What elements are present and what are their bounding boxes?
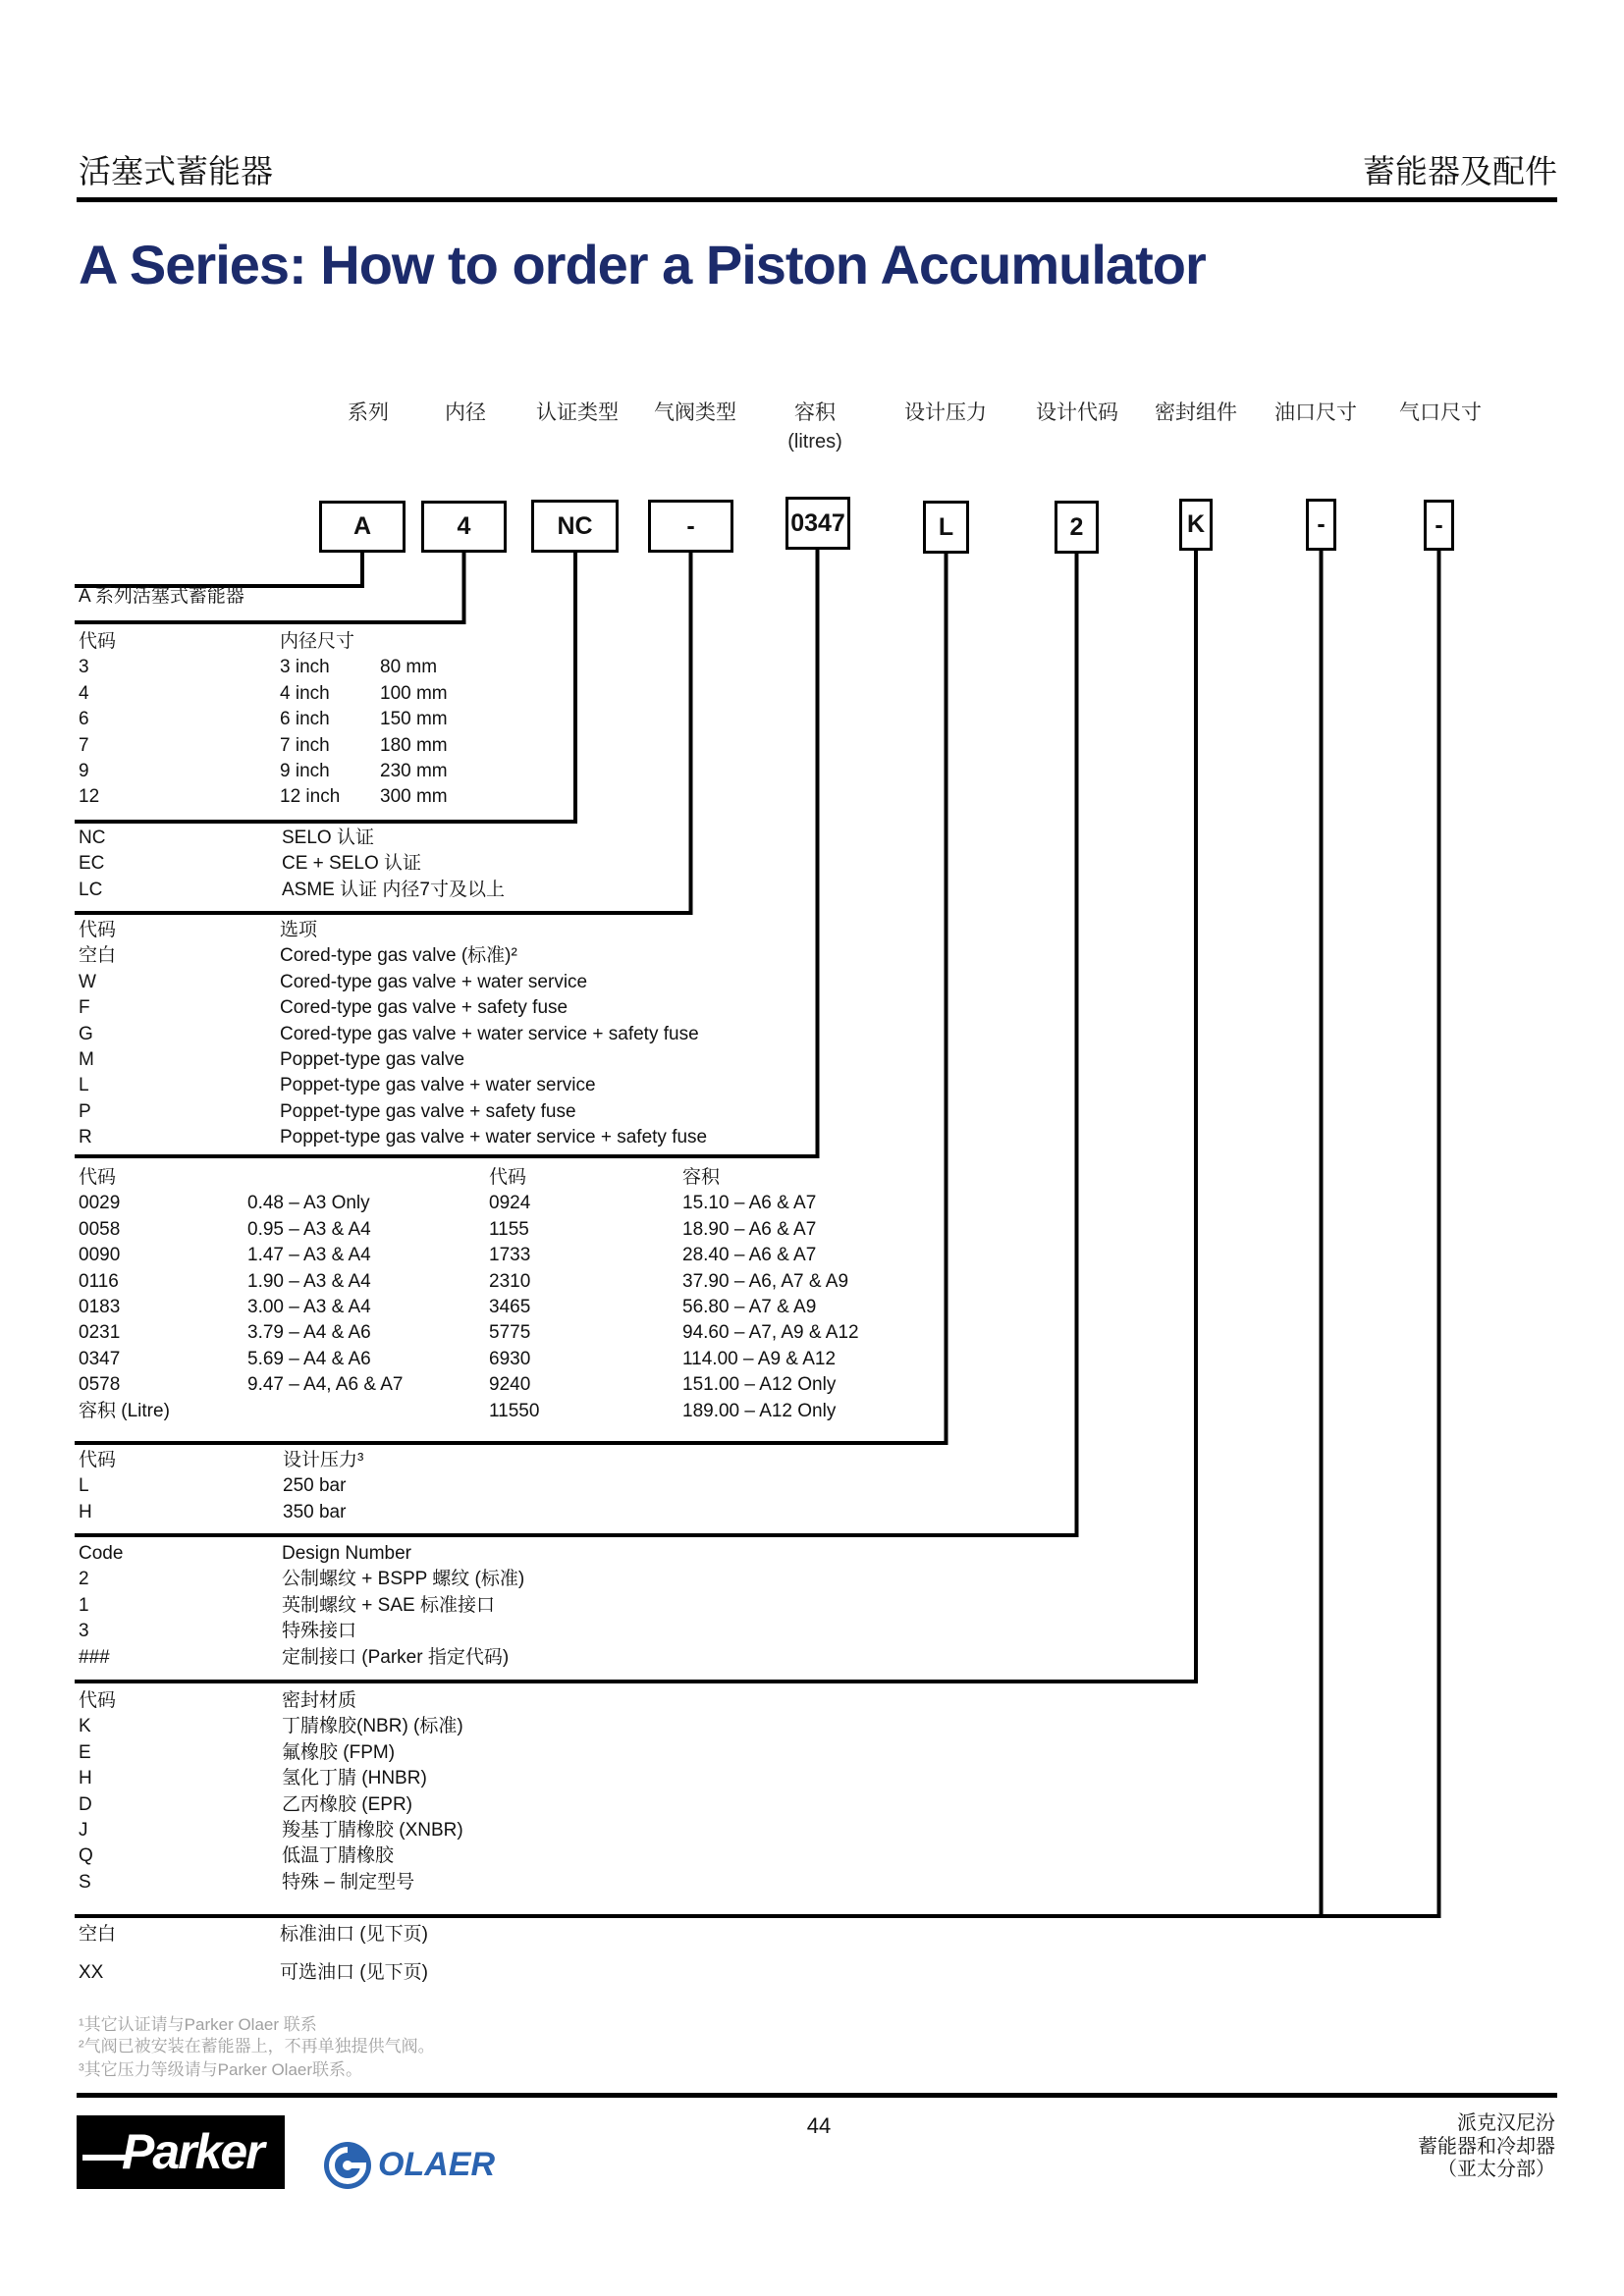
seal-code: J	[79, 1820, 88, 1841]
bore-size-mm: 300 mm	[380, 786, 448, 808]
gas-valve-option: Cored-type gas valve + water service + safety fuse	[280, 1023, 699, 1044]
volume-row	[0, 1295, 1624, 1320]
design-row	[0, 1619, 1624, 1644]
bore-code: 4	[79, 682, 89, 704]
page-title: A Series: How to order a Piston Accumulator	[79, 234, 1206, 295]
volume-value: 5.69 – A4 & A6	[247, 1348, 371, 1369]
gas-valve-option: Cored-type gas valve (标准)²	[280, 945, 517, 967]
design-row	[0, 1567, 1624, 1592]
gas-valve-code: G	[79, 1023, 93, 1044]
gas-valve-option: Cored-type gas valve + water service	[280, 971, 588, 992]
design-code: 3	[79, 1621, 89, 1642]
volume-row	[0, 1347, 1624, 1372]
volume-header-row	[0, 1165, 1624, 1191]
seal-row	[0, 1740, 1624, 1766]
bore-code: 9	[79, 761, 89, 781]
gas-valve-row	[0, 1125, 1624, 1150]
parker-logo	[77, 2115, 285, 2189]
design-row	[0, 1645, 1624, 1671]
pressure-value: 350 bar	[283, 1501, 347, 1522]
bore-size-inch: 12 inch	[280, 786, 341, 808]
column-heading-bore: 内径	[445, 401, 486, 424]
seal-row	[0, 1766, 1624, 1791]
gas-valve-row	[0, 943, 1624, 969]
volume-code: 5775	[489, 1322, 531, 1344]
seal-material: 氟橡胶 (FPM)	[282, 1741, 396, 1763]
code-box-seal: K	[1179, 499, 1213, 551]
volume-code: 1733	[489, 1245, 531, 1266]
gas-valve-option: Poppet-type gas valve	[280, 1049, 465, 1070]
gas-valve-code: W	[79, 971, 96, 992]
bore-size-inch: 7 inch	[280, 734, 330, 756]
port-description: 标准油口 (见下页)	[280, 1924, 428, 1945]
design-code: 1	[79, 1594, 89, 1616]
bore-code: 7	[79, 734, 89, 756]
pressure-code-heading: 代码	[79, 1450, 117, 1470]
volume-value: 0.95 – A3 & A4	[247, 1218, 371, 1240]
footnote-1: ¹其它认证请与Parker Olaer 联系	[79, 2015, 317, 2034]
volume-row	[0, 1243, 1624, 1268]
volume-code-heading: 代码	[79, 1167, 117, 1188]
volume-value: 0.48 – A3 Only	[247, 1193, 370, 1214]
gas-valve-row	[0, 970, 1624, 995]
bore-size-mm: 150 mm	[380, 709, 448, 730]
code-box-gas-valve: -	[648, 500, 733, 553]
column-heading-certification: 认证类型	[536, 401, 619, 424]
seal-material-heading: 密封材质	[282, 1690, 357, 1711]
bore-size-inch: 3 inch	[280, 657, 330, 678]
volume-row	[0, 1269, 1624, 1295]
volume-code: 9240	[489, 1374, 531, 1396]
gas-valve-row	[0, 1099, 1624, 1125]
gas-valve-code: P	[79, 1100, 91, 1122]
design-description-heading: Design Number	[282, 1543, 411, 1564]
bore-row	[0, 681, 1624, 707]
code-box-series: A	[319, 501, 406, 553]
pressure-value-heading: 设计压力³	[283, 1450, 364, 1470]
code-box-bore: 4	[421, 501, 507, 553]
certification-row	[0, 826, 1624, 851]
olaer-logo-text: OLAER	[378, 2146, 495, 2183]
gas-valve-row	[0, 995, 1624, 1021]
port-row	[0, 1922, 1624, 1948]
volume-value: 3.79 – A4 & A6	[247, 1322, 371, 1344]
pressure-row	[0, 1500, 1624, 1525]
company-division: 蓄能器和冷却器	[1418, 2136, 1555, 2158]
volume-value: 18.90 – A6 & A7	[682, 1218, 817, 1240]
seal-code: K	[79, 1716, 91, 1737]
port-description: 可选油口 (见下页)	[280, 1962, 428, 1983]
volume-code-heading: 代码	[489, 1167, 527, 1188]
seal-material: 氢化丁腈 (HNBR)	[282, 1768, 427, 1789]
seal-row	[0, 1714, 1624, 1739]
volume-code: 0058	[79, 1218, 121, 1240]
gas-valve-code: F	[79, 997, 90, 1019]
volume-code: 容积 (Litre)	[79, 1400, 170, 1421]
gas-valve-option: Poppet-type gas valve + water service	[280, 1075, 596, 1096]
seal-code: S	[79, 1871, 91, 1893]
gas-valve-row	[0, 1073, 1624, 1098]
volume-code: 0090	[79, 1245, 121, 1266]
volume-value: 151.00 – A12 Only	[682, 1374, 837, 1396]
bore-code-heading: 代码	[79, 631, 117, 652]
column-heading-seal: 密封组件	[1155, 401, 1237, 424]
volume-code: 0183	[79, 1297, 121, 1317]
certification-description: ASME 认证 内径7寸及以上	[282, 879, 505, 900]
page-number: 44	[806, 2113, 832, 2138]
footnote-2: ²气阀已被安装在蓄能器上，不再单独提供气阀。	[79, 2037, 435, 2056]
olaer-swirl-icon	[321, 2140, 376, 2191]
design-code: ###	[79, 1646, 110, 1668]
volume-value: 15.10 – A6 & A7	[682, 1193, 817, 1214]
gas-valve-code: 空白	[79, 945, 117, 967]
volume-code: 0578	[79, 1374, 121, 1396]
column-heading-pressure: 设计压力	[904, 401, 987, 424]
category-title: 蓄能器及配件	[1363, 153, 1557, 189]
design-description: 特殊接口	[282, 1621, 357, 1642]
design-header-row	[0, 1541, 1624, 1567]
pressure-code: H	[79, 1501, 92, 1522]
bore-code: 3	[79, 657, 89, 678]
gas-valve-code: L	[79, 1075, 89, 1096]
volume-row	[0, 1399, 1624, 1424]
pressure-value: 250 bar	[283, 1475, 347, 1497]
bore-size-inch: 6 inch	[280, 709, 330, 730]
volume-value: 1.90 – A3 & A4	[247, 1270, 371, 1292]
gas-valve-option: Poppet-type gas valve + water service + safety fuse	[280, 1127, 708, 1148]
bore-size-mm: 180 mm	[380, 734, 448, 756]
seal-material: 低温丁腈橡胶	[282, 1845, 395, 1867]
volume-value: 114.00 – A9 & A12	[682, 1348, 837, 1369]
seal-code: H	[79, 1768, 92, 1789]
certification-description: CE + SELO 认证	[282, 853, 422, 875]
certification-row	[0, 851, 1624, 877]
volume-value: 94.60 – A7, A9 & A12	[682, 1322, 859, 1344]
volume-code: 2310	[489, 1270, 531, 1292]
volume-code: 1155	[489, 1218, 529, 1240]
column-heading-oil-port: 油口尺寸	[1274, 401, 1357, 424]
seal-row	[0, 1843, 1624, 1869]
bore-code: 12	[79, 786, 100, 808]
volume-code: 11550	[489, 1400, 540, 1421]
certification-row	[0, 878, 1624, 903]
volume-code: 0029	[79, 1193, 121, 1214]
bore-row	[0, 784, 1624, 810]
company-region: （亚太分部）	[1437, 2159, 1555, 2180]
certification-description: SELO 认证	[282, 828, 374, 848]
design-description: 英制螺纹 + SAE 标准接口	[282, 1594, 495, 1616]
bore-size-mm: 100 mm	[380, 682, 448, 704]
gas-valve-option-heading: 选项	[280, 920, 318, 940]
volume-value: 3.00 – A3 & A4	[247, 1297, 371, 1317]
seal-code: D	[79, 1793, 92, 1815]
seal-code: E	[79, 1741, 91, 1763]
parker-logo-bar	[82, 2155, 126, 2161]
design-description: 定制接口 (Parker 指定代码)	[282, 1646, 510, 1668]
port-code: 空白	[79, 1924, 117, 1945]
bore-size-mm: 230 mm	[380, 761, 448, 781]
series-row	[0, 584, 1624, 610]
gas-valve-code: R	[79, 1127, 92, 1148]
code-box-volume: 0347	[785, 497, 850, 550]
seal-material: 特殊 – 制定型号	[282, 1871, 415, 1893]
bore-size-inch: 9 inch	[280, 761, 330, 781]
gas-valve-header-row	[0, 918, 1624, 943]
volume-code: 0231	[79, 1322, 121, 1344]
gas-valve-row	[0, 1047, 1624, 1073]
certification-code: EC	[79, 853, 105, 875]
bore-row	[0, 655, 1624, 680]
code-box-pressure: L	[923, 501, 969, 554]
volume-value: 189.00 – A12 Only	[682, 1400, 837, 1421]
bore-row	[0, 759, 1624, 784]
volume-value: 9.47 – A4, A6 & A7	[247, 1374, 404, 1396]
volume-code: 0347	[79, 1348, 121, 1369]
bore-header-row	[0, 629, 1624, 655]
section-title: 活塞式蓄能器	[79, 153, 273, 189]
gas-valve-code: M	[79, 1049, 94, 1070]
volume-row	[0, 1372, 1624, 1398]
column-heading-volume-unit: (litres)	[787, 431, 842, 453]
bore-size-inch-heading: 内径尺寸	[280, 631, 355, 652]
volume-code: 6930	[489, 1348, 531, 1369]
volume-row	[0, 1191, 1624, 1216]
code-box-gas-port: -	[1424, 500, 1454, 551]
design-description: 公制螺纹 + BSPP 螺纹 (标准)	[282, 1569, 525, 1590]
volume-value: 1.47 – A3 & A4	[247, 1245, 371, 1266]
design-code: 2	[79, 1569, 89, 1590]
gas-valve-code-heading: 代码	[79, 920, 117, 940]
connector-series	[77, 553, 362, 586]
code-box-certification: NC	[531, 500, 619, 553]
bore-code: 6	[79, 709, 89, 730]
design-row	[0, 1593, 1624, 1619]
pressure-row	[0, 1473, 1624, 1499]
seal-code-heading: 代码	[79, 1690, 117, 1711]
code-box-oil-port: -	[1306, 499, 1336, 551]
volume-code: 3465	[489, 1297, 531, 1317]
pressure-code: L	[79, 1475, 89, 1497]
certification-code: NC	[79, 828, 106, 848]
gas-valve-option: Cored-type gas valve + safety fuse	[280, 997, 568, 1019]
seal-material: 丁腈橡胶(NBR) (标准)	[282, 1716, 463, 1737]
column-heading-series: 系列	[348, 401, 389, 424]
footer-rule	[77, 2093, 1557, 2098]
volume-row	[0, 1320, 1624, 1346]
company-name: 派克汉尼汾	[1457, 2112, 1555, 2134]
gas-valve-row	[0, 1022, 1624, 1047]
seal-code: Q	[79, 1845, 93, 1867]
volume-value: 28.40 – A6 & A7	[682, 1245, 817, 1266]
volume-value: 37.90 – A6, A7 & A9	[682, 1270, 849, 1292]
pressure-header-row	[0, 1448, 1624, 1473]
seal-row	[0, 1870, 1624, 1896]
design-code-heading: Code	[79, 1543, 124, 1564]
column-heading-gas-port: 气口尺寸	[1399, 401, 1482, 424]
volume-row	[0, 1217, 1624, 1243]
series-description: A 系列活塞式蓄能器	[79, 586, 244, 607]
seal-material: 羧基丁腈橡胶 (XNBR)	[282, 1820, 463, 1841]
seal-header-row	[0, 1688, 1624, 1714]
column-heading-gas-valve: 气阀类型	[654, 401, 736, 424]
bore-row	[0, 733, 1624, 759]
volume-code: 0924	[489, 1193, 531, 1214]
port-code: XX	[79, 1962, 104, 1983]
footnote-3: ³其它压力等级请与Parker Olaer联系。	[79, 2060, 363, 2079]
volume-code: 0116	[79, 1270, 119, 1292]
seal-row	[0, 1818, 1624, 1843]
volume-value: 56.80 – A7 & A9	[682, 1297, 817, 1317]
column-heading-volume: 容积	[794, 401, 836, 424]
column-heading-design: 设计代码	[1036, 401, 1118, 424]
code-box-design: 2	[1055, 501, 1099, 554]
bore-size-inch: 4 inch	[280, 682, 330, 704]
volume-value-heading: 容积	[682, 1167, 721, 1188]
bore-row	[0, 707, 1624, 732]
parker-logo-text: Parker	[122, 2124, 263, 2179]
seal-row	[0, 1792, 1624, 1818]
certification-code: LC	[79, 879, 103, 900]
bore-size-mm: 80 mm	[380, 657, 438, 678]
gas-valve-option: Poppet-type gas valve + safety fuse	[280, 1100, 576, 1122]
port-row	[0, 1960, 1624, 1986]
seal-material: 乙丙橡胶 (EPR)	[282, 1793, 413, 1815]
